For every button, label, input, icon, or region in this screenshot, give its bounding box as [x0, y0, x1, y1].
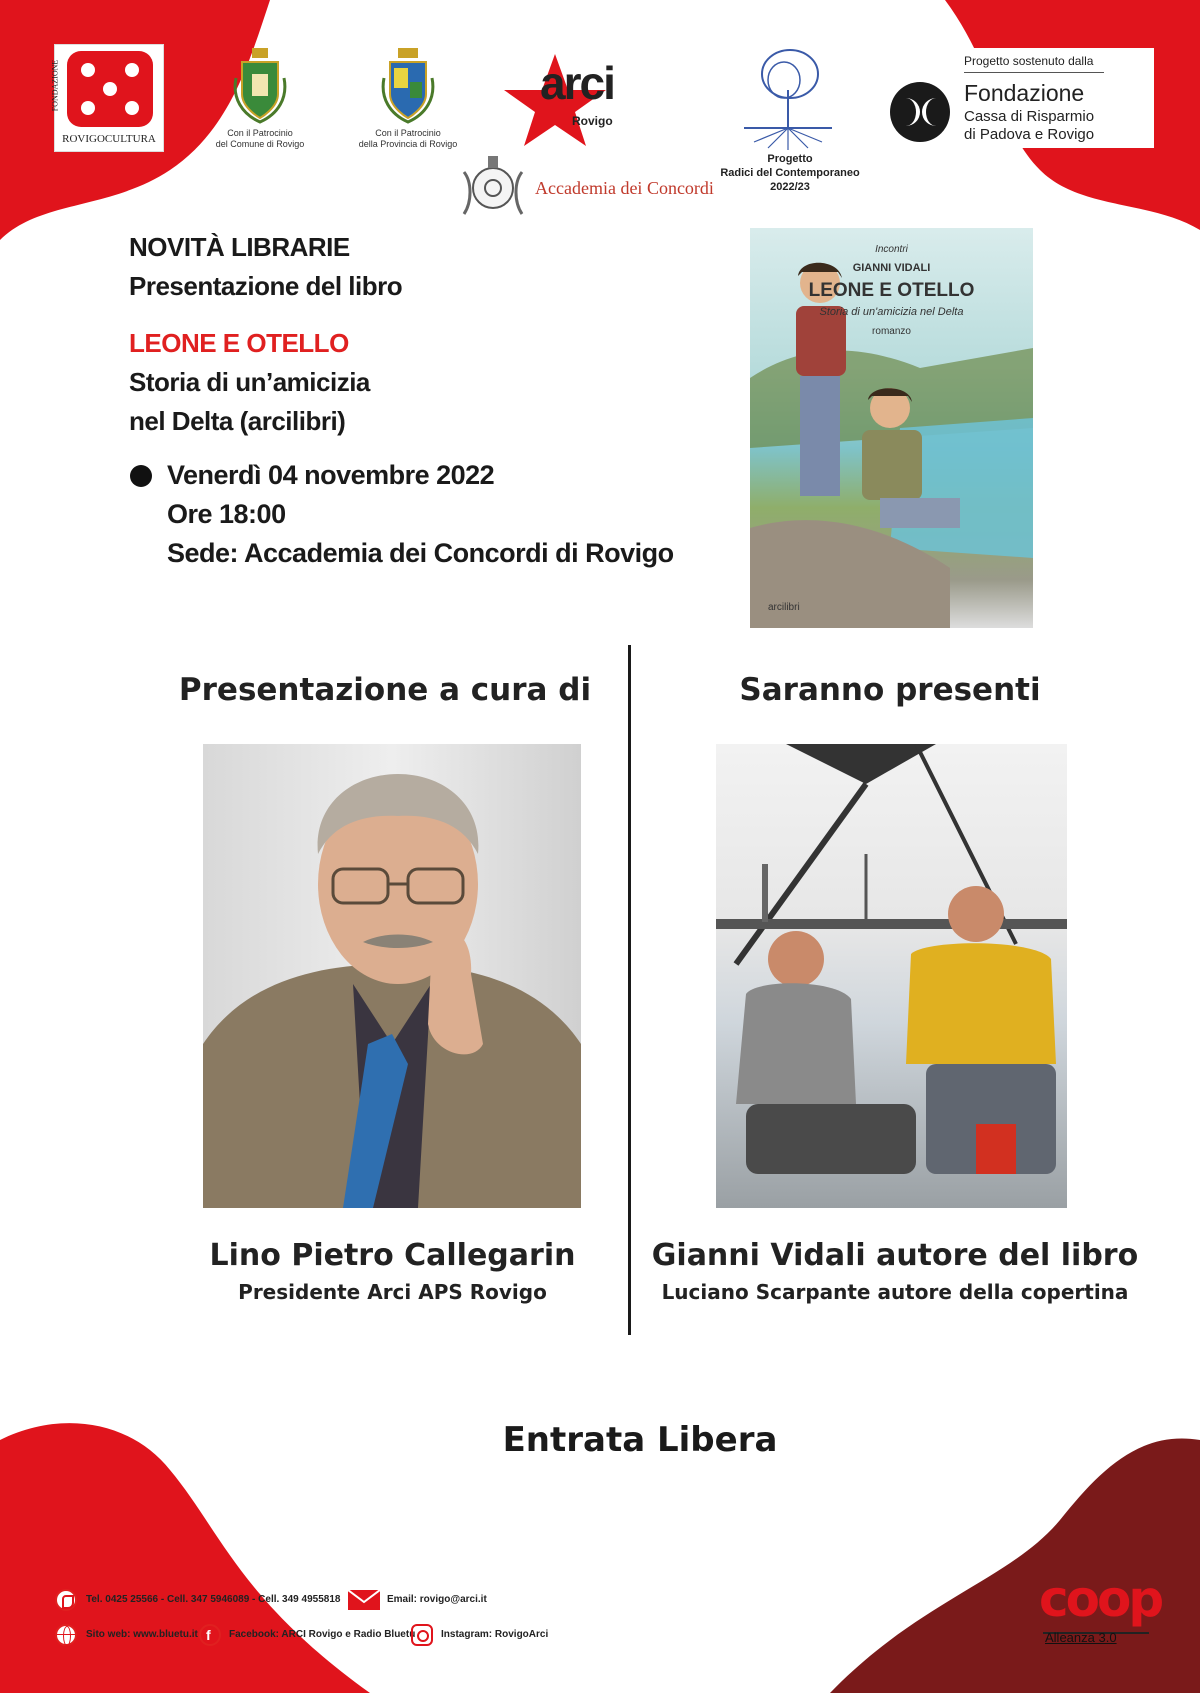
- arci-logo: [500, 52, 650, 147]
- provincia-caption: [353, 128, 463, 150]
- cover-series: Incontri: [875, 244, 908, 255]
- event-time: Ore 18:00: [167, 499, 286, 529]
- comune-crest-icon: [232, 48, 288, 124]
- email-text: Email: rovigo@arci.it: [387, 1594, 487, 1605]
- coop-logo: [1035, 1570, 1165, 1650]
- left-name: Lino Pietro Callegarin: [209, 1238, 576, 1273]
- fondazione-name: Fondazione: [964, 80, 1085, 106]
- cover-genre: romanzo: [872, 326, 911, 337]
- cover-subtitle: Storia di un'amicizia nel Delta: [819, 306, 964, 318]
- right-heading: Saranno presenti: [739, 672, 1041, 708]
- bullet-icon: [130, 465, 152, 487]
- comune-caption-line1: Con il Patrocinio: [227, 128, 293, 138]
- accademia-emblem-icon: [458, 152, 528, 224]
- website-text: Sito web: www.bluetu.it: [86, 1629, 198, 1640]
- coop-text: coop: [1039, 1570, 1162, 1628]
- fondazione-circle-icon: [890, 82, 950, 142]
- fondazione-cariparo-logo: [880, 48, 1154, 148]
- comune-caption: [205, 128, 315, 150]
- coop-sub-text: Alleanza 3.0: [1045, 1630, 1117, 1645]
- right-name: Gianni Vidali autore del libro: [651, 1238, 1139, 1273]
- instagram-icon: [411, 1624, 433, 1646]
- fondazione-sub2: di Padova e Rovigo: [964, 126, 1095, 143]
- email-icon: [348, 1590, 380, 1610]
- provincia-caption-line2: della Provincia di Rovigo: [358, 139, 458, 149]
- facebook-text: Facebook: ARCI Rovigo e Radio Bluetu: [229, 1629, 416, 1640]
- entry-text: Entrata Libera: [502, 1420, 778, 1460]
- event-venue: Sede: Accademia dei Concordi di Rovigo: [167, 538, 674, 568]
- fondazione-header: Progetto sostenuto dalla: [964, 54, 1094, 68]
- rovigocultura-text: ROVIGOCULTURA: [62, 133, 156, 145]
- radici-caption: [700, 152, 880, 194]
- cover-publisher: arcilibri: [768, 602, 800, 613]
- callegarin-photo: [203, 744, 581, 1208]
- cover-title: LEONE E OTELLO: [808, 280, 975, 301]
- event-date: Venerdì 04 novembre 2022: [167, 460, 495, 490]
- arci-sub-text: Rovigo: [572, 114, 613, 128]
- left-role: Presidente Arci APS Rovigo: [238, 1280, 547, 1304]
- right-role: Luciano Scarpante autore della copertina: [661, 1280, 1129, 1304]
- radici-tree-icon: [738, 44, 838, 150]
- globe-icon: [55, 1624, 77, 1646]
- book-subtitle-2: nel Delta (arcilibri): [129, 406, 346, 436]
- comune-caption-line2: del Comune di Rovigo: [215, 139, 305, 149]
- provincia-caption-line1: Con il Patrocinio: [375, 128, 441, 138]
- left-heading: Presentazione a cura di: [178, 672, 592, 708]
- phone-text: Tel. 0425 25566 - Cell. 347 5946089 - Cell. 349 4955818: [86, 1594, 341, 1605]
- book-title: LEONE E OTELLO: [129, 328, 349, 358]
- phone-icon: [55, 1589, 77, 1611]
- rovigocultura-logo: [50, 44, 164, 152]
- instagram-text: Instagram: RovigoArci: [441, 1629, 549, 1640]
- accademia-text: Accademia dei Concordi: [535, 178, 714, 198]
- column-divider: [628, 645, 631, 1335]
- radici-caption-line1: Progetto: [767, 153, 813, 165]
- vidali-scarpante-photo: [716, 744, 1067, 1208]
- book-subtitle-1: Storia di un’amicizia: [129, 367, 370, 397]
- fondazione-sub1: Cassa di Risparmio: [964, 108, 1095, 125]
- category-heading: NOVITÀ LIBRARIE: [129, 232, 350, 262]
- cover-author: GIANNI VIDALI: [852, 262, 931, 274]
- arci-text: arci: [540, 57, 614, 109]
- facebook-icon: f: [199, 1624, 221, 1646]
- radici-caption-line2: Radici del Contemporaneo: [720, 167, 860, 179]
- event-subtitle: Presentazione del libro: [129, 271, 403, 301]
- book-cover-image: [750, 228, 1033, 628]
- radici-caption-line3: 2022/23: [770, 181, 810, 193]
- fondazione-vertical-text: FONDAZIONE: [50, 59, 60, 112]
- provincia-crest-icon: [380, 48, 436, 124]
